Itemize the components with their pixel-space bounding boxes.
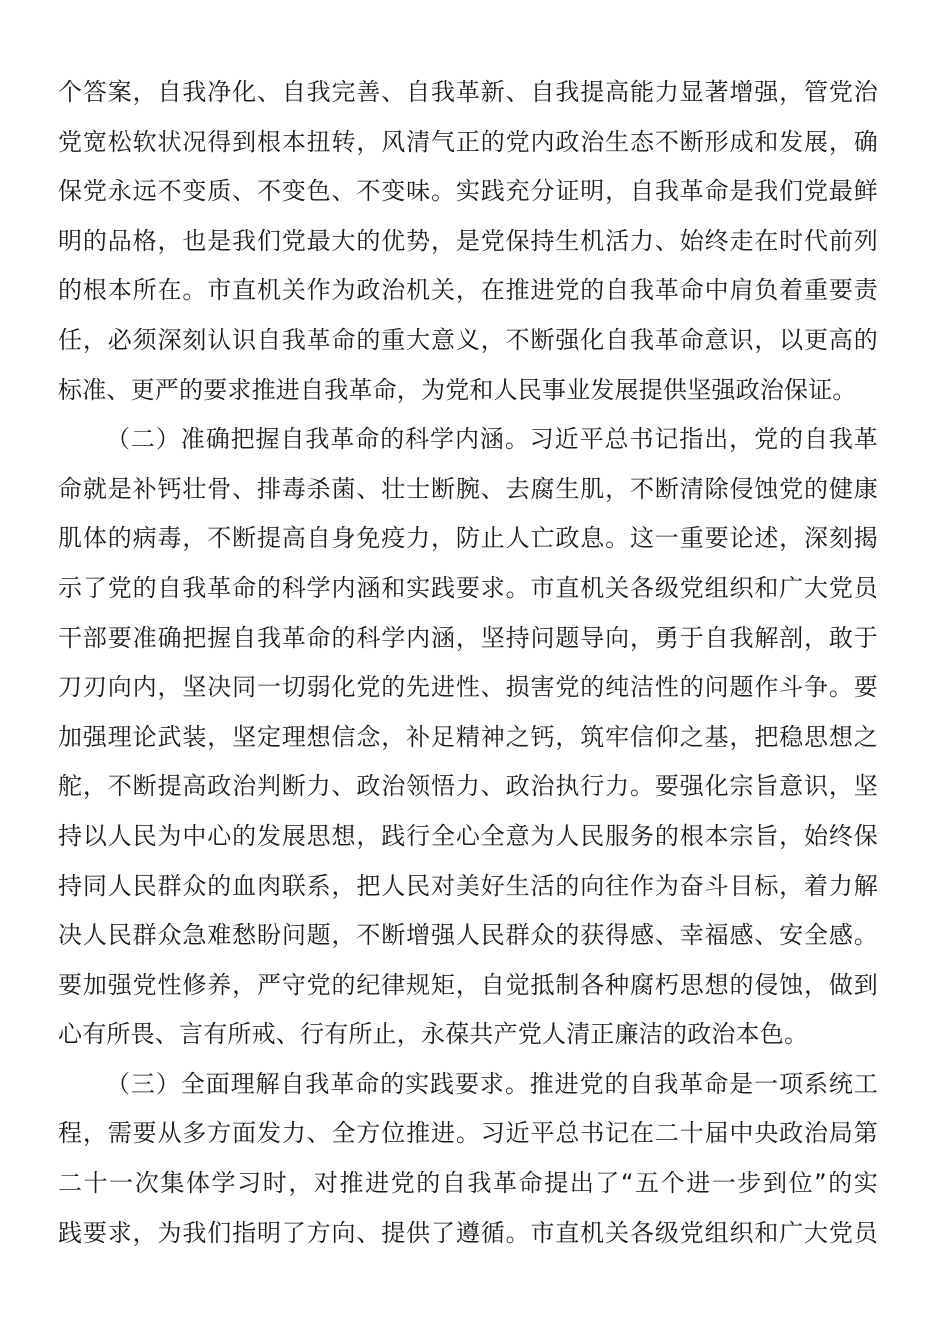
text-line: 程，需要从多方面发力、全方位推进。习近平总书记在二十届中央政治局第 (58, 1119, 878, 1148)
text-line: 任，必须深刻认识自我革命的重大意义，不断强化自我革命意识，以更高的 (58, 325, 878, 354)
text-line: 决人民群众急难愁盼问题，不断增强人民群众的获得感、幸福感、安全感。 (58, 921, 878, 950)
text-line: 示了党的自我革命的科学内涵和实践要求。市直机关各级党组织和广大党员 (58, 573, 878, 602)
text-line: 命就是补钙壮骨、排毒杀菌、壮士断腕、去腐生肌，不断清除侵蚀党的健康 (58, 474, 878, 503)
text-line: 加强理论武装，坚定理想信念，补足精神之钙，筑牢信仰之基，把稳思想之 (58, 722, 878, 751)
section-heading-line: （二）准确把握自我革命的科学内涵。习近平总书记指出，党的自我革 (106, 425, 878, 454)
text-line: 个答案，自我净化、自我完善、自我革新、自我提高能力显著增强，管党治 (58, 78, 878, 106)
text-line: 舵，不断提高政治判断力、政治领悟力、政治执行力。要强化宗旨意识，坚 (58, 772, 878, 801)
body-text (58, 68, 878, 1258)
text-line: 要加强党性修养，严守党的纪律规矩，自觉抵制各种腐朽思想的侵蚀，做到 (58, 970, 878, 999)
text-line: 践要求，为我们指明了方向、提供了遵循。市直机关各级党组织和广大党员 (58, 1218, 878, 1247)
text-line: 明的品格，也是我们党最大的优势，是党保持生机活力、始终走在时代前列 (58, 226, 878, 255)
text-line: 心有所畏、言有所戒、行有所止，永葆共产党人清正廉洁的政治本色。 (58, 1020, 809, 1049)
text-line: 党宽松软状况得到根本扭转，风清气正的党内政治生态不断形成和发展，确 (58, 127, 878, 156)
text-line: 持同人民群众的血肉联系，把人民对美好生活的向往作为奋斗目标，着力解 (58, 871, 878, 900)
section-heading-line: （三）全面理解自我革命的实践要求。推进党的自我革命是一项系统工 (106, 1069, 878, 1098)
text-line: 标准、更严的要求推进自我革命，为党和人民事业发展提供坚强政治保证。 (58, 375, 857, 404)
text-line: 的根本所在。市直机关作为政治机关，在推进党的自我革命中肩负着重要责 (58, 276, 878, 305)
text-line: 保党永远不变质、不变色、不变味。实践充分证明，自我革命是我们党最鲜 (58, 177, 878, 206)
text-line: 干部要准确把握自我革命的科学内涵，坚持问题导向，勇于自我解剖，敢于 (58, 623, 878, 652)
text-line: 二十一次集体学习时，对推进党的自我革命提出了“五个进一步到位”的实 (58, 1169, 878, 1198)
text-line: 肌体的病毒，不断提高自身免疫力，防止人亡政息。这一重要论述，深刻揭 (58, 524, 878, 553)
text-line: 刀刃向内，坚决同一切弱化党的先进性、损害党的纯洁性的问题作斗争。要 (58, 673, 878, 702)
text-line: 持以人民为中心的发展思想，践行全心全意为人民服务的根本宗旨，始终保 (58, 821, 878, 850)
